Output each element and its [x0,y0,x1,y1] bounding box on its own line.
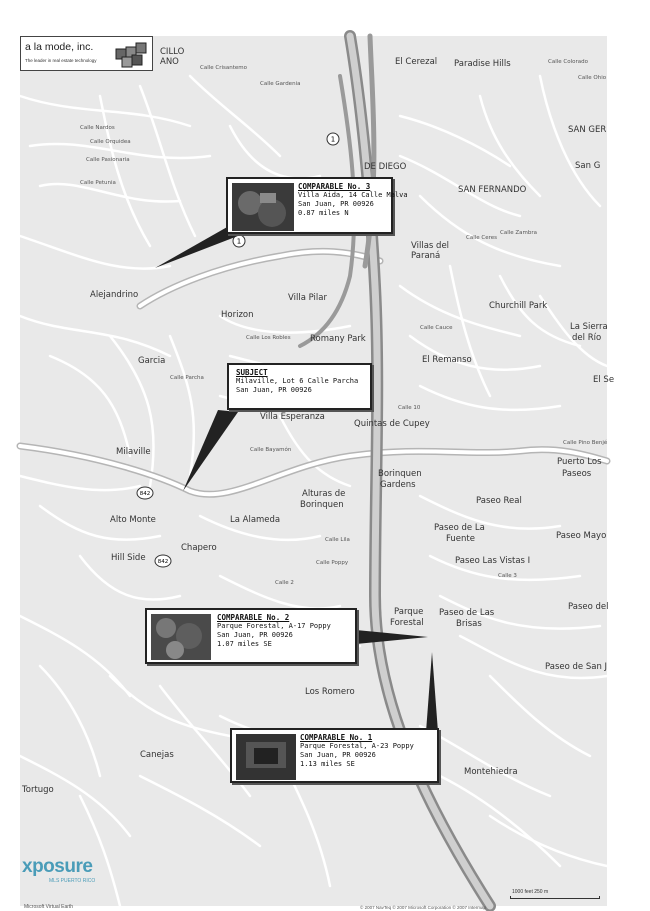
place-horizon: Horizon [221,310,254,320]
svg-text:842: 842 [157,559,169,565]
subject-city: San Juan, PR 00926 [236,385,312,394]
comparable-1-city: San Juan, PR 00926 [300,750,376,759]
place-el-remanso: El Remanso [422,355,472,365]
place-los-romero: Los Romero [305,687,355,697]
street-label: Calle Pino Benjé [563,440,608,446]
place-forestal: Forestal [390,618,424,628]
place-villa-pilar: Villa Pilar [288,293,327,303]
place-paseo-de-san-j: Paseo de San J [545,662,608,672]
street-label: Calle Petunia [80,180,116,186]
place-montehiedra: Montehiedra [464,767,518,777]
map-copyright: © 2007 NavTeq © 2007 Microsoft Corporation © 2007 Intermap [360,905,487,910]
street-label: Calle 2 [275,580,294,586]
comparable-2-title: COMPARABLE No. 2 [217,613,290,622]
xposure-watermark-sub: MLS PUERTO RICO [49,878,96,884]
place-paseo-mayo: Paseo Mayo [556,531,607,541]
street-label: Calle Bayamón [250,447,292,453]
comparable-1-title: COMPARABLE No. 1 [300,733,373,742]
street-label: Calle Ceres [466,235,498,241]
comparable-3-address: Villa Aida, 14 Calle Malva [298,191,408,199]
street-label: Calle Lila [325,537,350,543]
place-milaville: Milaville [116,447,151,457]
place-paseo-las-vistas: Paseo Las Vistas I [455,556,531,566]
place-del-rio: del Río [572,333,602,343]
street-label: Calle Pasionaria [86,157,130,163]
place-san-fernando: SAN FERNANDO [458,185,527,195]
place-cillo: CILLO [160,47,185,57]
comparable-2-callout[interactable] [145,608,357,664]
place-tortugo: Tortugo [22,785,54,795]
place-san-ger: SAN GER [568,125,607,135]
place-romany-park: Romany Park [310,334,366,344]
logo-brand: a la mode, inc. [25,41,94,53]
place-canejas: Canejas [140,750,174,760]
place-de-diego: DE DIEGO [364,162,407,172]
place-alturas-de: Alturas de [302,489,346,499]
comparable-2-distance: 1.07 miles SE [217,639,272,648]
place-fuente: Fuente [446,534,475,544]
place-villa-esperanza: Villa Esperanza [260,412,325,422]
place-gardens: Gardens [380,480,416,490]
street-label: Calle Poppy [316,560,349,566]
street-label: Calle Orquidea [90,139,131,145]
place-borinquen2: Borinquen [300,500,344,510]
street-label: Calle 3 [498,573,517,579]
comparable-2-address: Parque Forestal, A-17 Poppy [217,622,331,630]
comparable-3-callout[interactable] [226,177,408,234]
place-ano: ANO [160,57,179,67]
comparable-1-photo [236,734,296,780]
street-label: Calle Ohio [578,75,607,81]
logo-tagline: The leader in real estate technology [25,58,97,63]
street-label: Calle Zambra [500,230,538,236]
place-alejandrino: Alejandrino [90,290,139,300]
comparable-3-distance: 0.87 miles N [298,208,349,217]
comparable-3-photo [232,183,294,231]
subject-callout[interactable] [227,363,372,410]
svg-text:1: 1 [330,135,336,144]
place-borinquen: Borinquen [378,469,422,479]
subject-title: SUBJECT [236,368,268,377]
xposure-watermark: xposure [22,856,93,877]
place-paseo-real: Paseo Real [476,496,522,506]
scale-label: 1000 feet 250 m [512,889,549,895]
place-paradise-hills: Paradise Hills [454,59,511,69]
street-label: Calle Nardos [80,125,115,131]
place-garcia: Garcia [138,356,166,366]
place-el-se: El Se [593,375,615,385]
svg-text:842: 842 [139,491,151,497]
place-parana: Paraná [411,251,441,261]
place-villas-del: Villas del [411,241,450,251]
place-brisas: Brisas [456,619,482,629]
place-paseo-de-la: Paseo de La [434,523,485,533]
comparable-1-distance: 1.13 miles SE [300,759,355,768]
place-el-cerezal: El Cerezal [395,57,438,67]
place-paseo-de-las: Paseo de Las [439,608,495,618]
street-label: Calle 10 [398,405,421,411]
place-churchill-park: Churchill Park [489,301,548,311]
comparable-3-title: COMPARABLE No. 3 [298,182,371,191]
street-label: Calle Crisantemo [200,65,248,71]
place-paseo-del: Paseo del [568,602,609,612]
street-label: Calle Colorado [548,59,588,65]
street-label: Calle Parcha [170,375,204,381]
comparable-2-photo [151,614,211,660]
place-alto-monte: Alto Monte [110,515,156,525]
place-la-sierra: La Sierra [570,322,608,332]
place-parque: Parque [394,607,424,617]
comparable-1-address: Parque Forestal, A-23 Poppy [300,742,414,750]
street-label: Calle Cauce [420,325,453,331]
place-chapero: Chapero [181,543,217,553]
place-puerto-los: Puerto Los [557,457,602,467]
place-san-g: San G [575,161,601,171]
street-label: Calle Los Robles [246,335,291,341]
scale-bar [510,896,600,899]
comparable-1-callout[interactable] [230,728,439,783]
place-la-alameda: La Alameda [230,515,281,525]
subject-address: Milaville, Lot 6 Calle Parcha [236,377,359,385]
comparable-2-city: San Juan, PR 00926 [217,630,293,639]
place-paseos: Paseos [562,469,592,479]
place-quintas-de-cupey: Quintas de Cupey [354,419,430,429]
place-hill-side: Hill Side [111,553,146,563]
comparable-3-city: San Juan, PR 00926 [298,199,374,208]
microsoft-logo: Microsoft Virtual Earth [24,904,74,910]
svg-text:1: 1 [236,237,242,246]
street-label: Calle Gardenia [260,81,301,87]
